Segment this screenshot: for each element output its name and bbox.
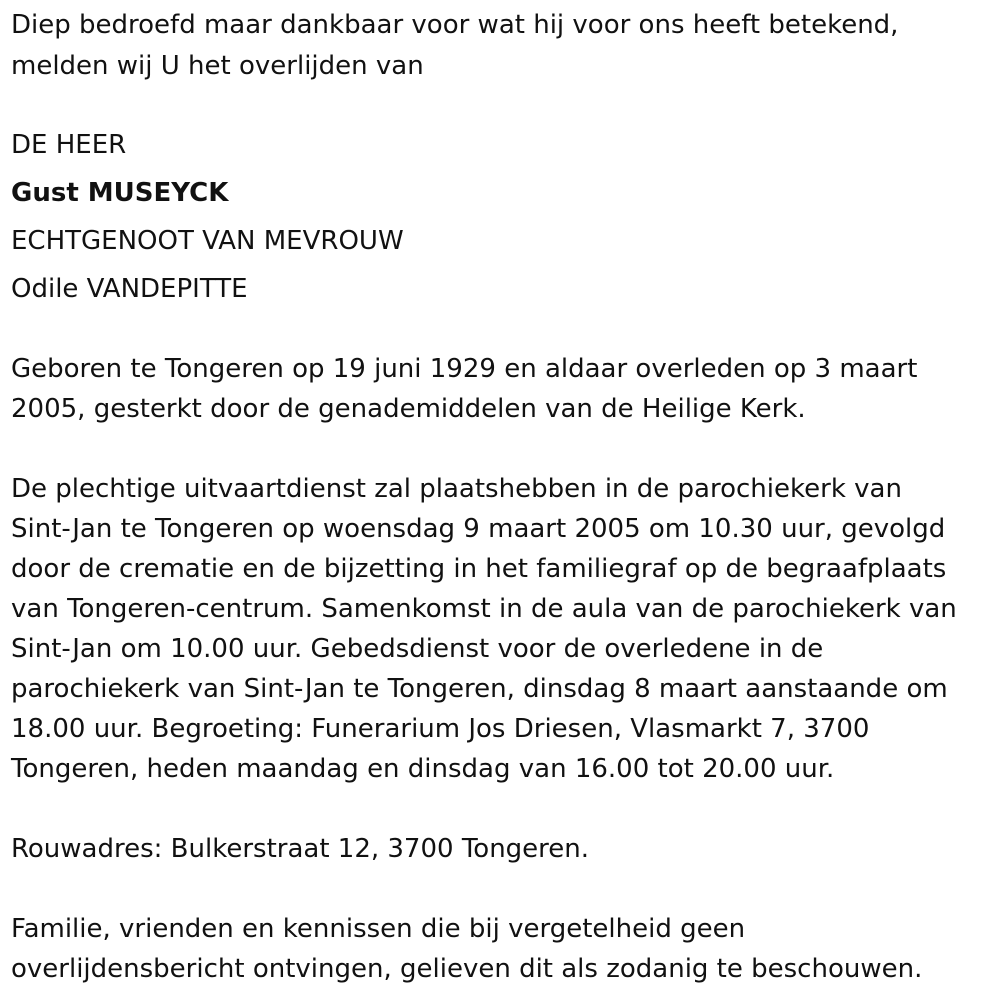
closing-line-1: Familie, vrienden en kennissen die bij vergetelheid geen	[11, 914, 746, 944]
spouse-name: Odile VANDEPITTE	[11, 274, 248, 304]
service-line-5: Sint-Jan om 10.00 uur. Gebedsdienst voor de overledene in de	[11, 634, 824, 664]
service-line-8: Tongeren, heden maandag en dinsdag van 16.00 tot 20.00 uur.	[11, 754, 835, 784]
deceased-relation: ECHTGENOOT VAN MEVROUW	[11, 226, 404, 256]
intro-line-1: Diep bedroefd maar dankbaar voor wat hij voor ons heeft betekend,	[11, 10, 899, 40]
deceased-name: Gust MUSEYCK	[11, 178, 229, 208]
service-line-3: door de crematie en de bijzetting in het familiegraf op de begraafplaats	[11, 554, 947, 584]
mourning-address: Rouwadres: Bulkerstraat 12, 3700 Tongeren.	[11, 834, 590, 864]
birth-death-line-2: 2005, gesterkt door de genademiddelen van de Heilige Kerk.	[11, 394, 806, 424]
service-line-4: van Tongeren-centrum. Samenkomst in de aula van de parochiekerk van	[11, 594, 957, 624]
service-line-1: De plechtige uitvaartdienst zal plaatshebben in de parochiekerk van	[11, 474, 902, 504]
deceased-title: DE HEER	[11, 130, 127, 160]
service-line-2: Sint-Jan te Tongeren op woensdag 9 maart 2005 om 10.30 uur, gevolgd	[11, 514, 946, 544]
closing-line-2: overlijdensbericht ontvingen, gelieven dit als zodanig te beschouwen.	[11, 954, 923, 984]
service-line-6: parochiekerk van Sint-Jan te Tongeren, dinsdag 8 maart aanstaande om	[11, 674, 948, 704]
service-line-7: 18.00 uur. Begroeting: Funerarium Jos Driesen, Vlasmarkt 7, 3700	[11, 714, 870, 744]
intro-line-2: melden wij U het overlijden van	[11, 51, 424, 81]
birth-death-line-1: Geboren te Tongeren op 19 juni 1929 en aldaar overleden op 3 maart	[11, 354, 918, 384]
